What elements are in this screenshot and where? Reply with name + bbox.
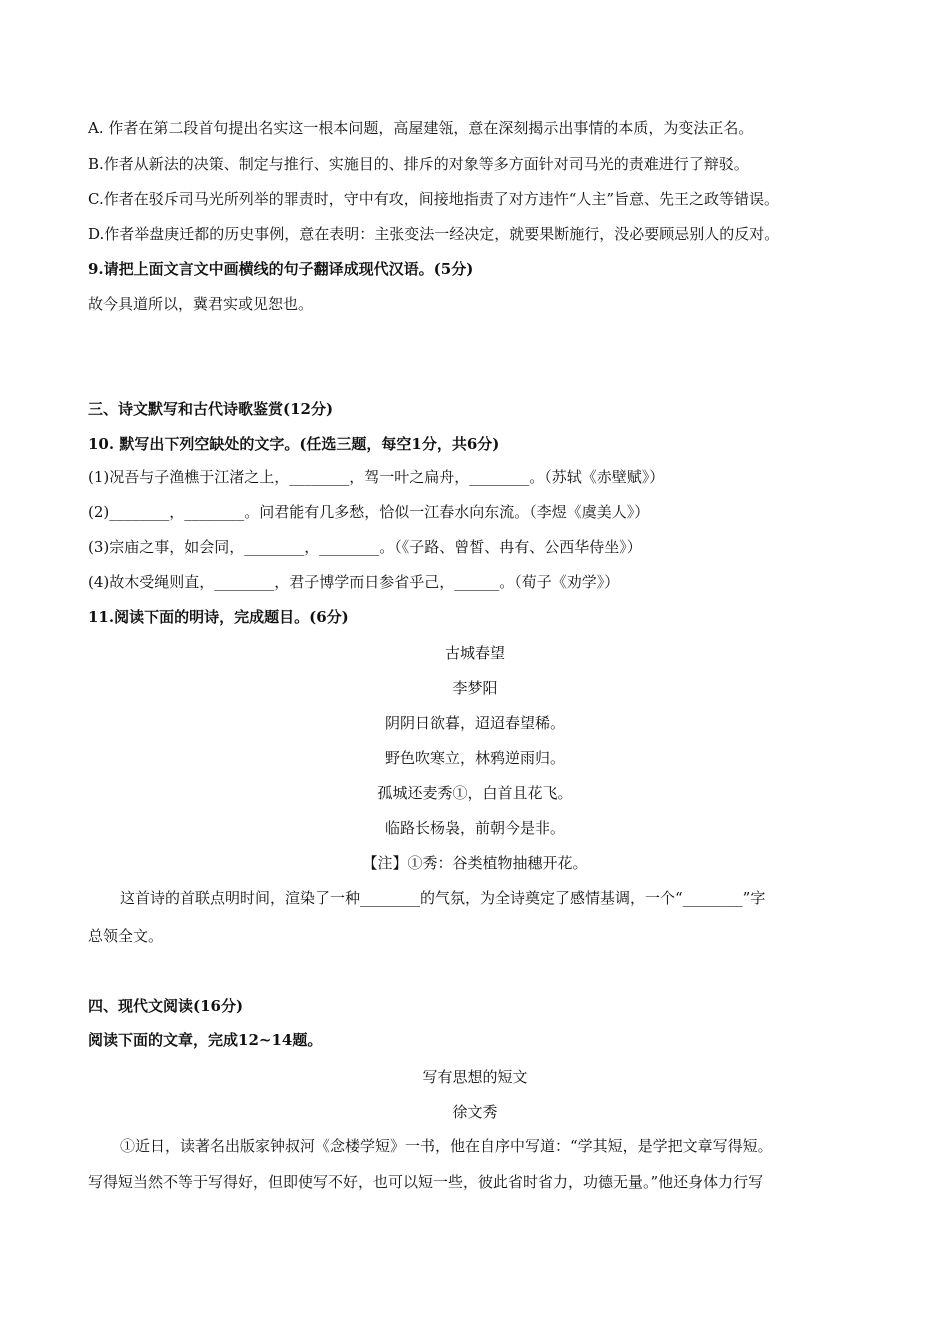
poem-line-2: 野色吹寒立，林鸦逆雨归。: [384, 749, 565, 767]
question-11-text-line-2: 总领全文。: [88, 927, 164, 945]
question-10-item-4: (4)故木受绳则直，________，君子博学而日参省乎己，______。（荀子《劝学》）: [88, 573, 620, 591]
section-3-title: 三、诗文默写和古代诗歌鉴赏(12分): [88, 400, 334, 418]
option-b: B.作者从新法的决策、制定与推行、实施目的、排斥的对象等多方面针对司马光的责难进行了辩驳。: [88, 155, 749, 173]
option-a: A. 作者在第二段首句提出名实这一根本问题，高屋建瓴，意在深刻揭示出事情的本质，为变法正名。: [88, 119, 754, 137]
poem-line-1: 阴阴日欲暮，迢迢春望稀。: [384, 714, 565, 732]
question-11-title: 11.阅读下面的明诗，完成题目。(6分): [88, 608, 349, 626]
question-9-title: 9.请把上面文言文中画横线的句子翻译成现代汉语。(5分): [88, 260, 474, 278]
poem-line-3: 孤城还麦秀①，白首且花飞。: [377, 784, 573, 802]
question-10-item-2: (2)________，________。问君能有几多愁，恰似一江春水向东流。（李煜《虞美人》）: [88, 503, 650, 521]
article-para-1-line-1: ①近日，读著名出版家钟叔河《念楼学短》一书，他在自序中写道：“学其短，是学把文章写得短。: [120, 1137, 773, 1155]
option-c: C.作者在驳斥司马光所列举的罪责时，守中有攻，间接地指责了对方违忤“人主”旨意、先王之政等错误。: [88, 190, 780, 208]
article-para-1-line-2: 写得短当然不等于写得好，但即使写不好，也可以短一些，彼此省时省力，功德无量。”他还身体力行写: [88, 1173, 764, 1191]
question-10-item-3: (3)宗庙之事，如会同，________，________。（《子路、曾皙、冉有、公西华侍坐》）: [88, 538, 642, 556]
section-4-instruction: 阅读下面的文章，完成12~14题。: [88, 1031, 323, 1049]
article-author: 徐文秀: [452, 1103, 498, 1121]
question-10-title: 10. 默写出下列空缺处的文字。(任选三题，每空1分，共6分): [88, 435, 500, 453]
poem-line-4: 临路长杨袅，前朝今是非。: [384, 819, 565, 837]
poem-title: 古城春望: [444, 644, 505, 662]
question-11-text-line-1: 这首诗的首联点明时间，渲染了一种________的气氛，为全诗奠定了感情基调，一个“________”字: [120, 889, 766, 907]
question-10-item-1: (1)况吾与子渔樵于江渚之上，________，驾一叶之扁舟，________。（苏轼《赤壁赋》）: [88, 468, 665, 486]
question-9-sentence: 故今具道所以，冀君实或见恕也。: [88, 295, 314, 313]
section-4-title: 四、现代文阅读(16分): [88, 997, 244, 1015]
poem-note: 【注】①秀：谷类植物抽穗开花。: [362, 854, 588, 872]
article-title: 写有思想的短文: [422, 1068, 528, 1086]
poem-author: 李梦阳: [452, 679, 498, 697]
option-d: D.作者举盘庚迁都的历史事例，意在表明：主张变法一经决定，就要果断施行，没必要顾忌别人的反对。: [88, 225, 780, 243]
